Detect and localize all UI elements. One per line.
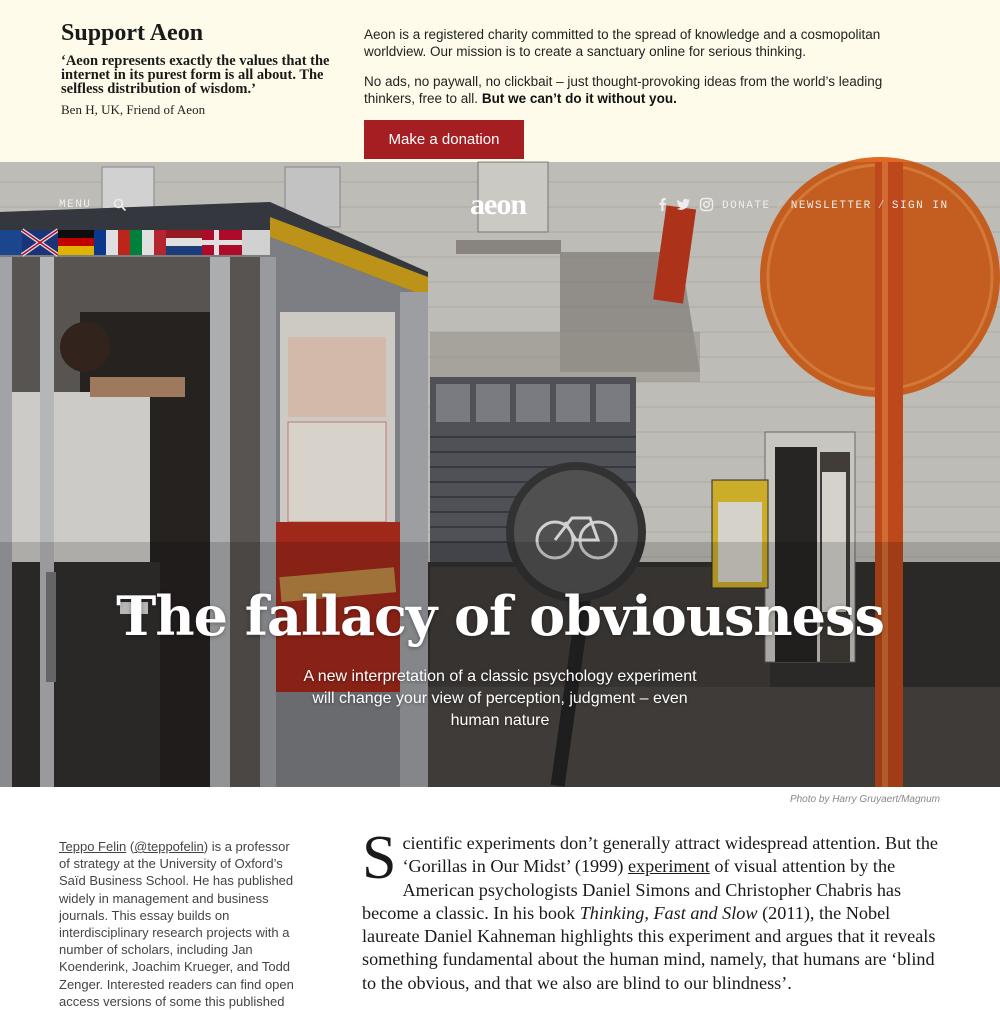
support-banner — [0, 0, 1000, 162]
make-donation-button[interactable]: Make a donation — [364, 120, 524, 159]
support-appeal-bold: But we can’t do it without you. — [481, 91, 677, 106]
newsletter-link[interactable]: NEWSLETTER — [790, 200, 872, 212]
article-text: (2011), the Nobel laureate Daniel Kahneman highlights this experiment and argues that it reveals something fundamental about the human mind, namely, that humans are ‘blind to the obvious, and that we also are blind to our blindness’. — [362, 902, 936, 993]
support-paragraph-appeal — [364, 73, 924, 107]
support-title: Support Aeon — [61, 20, 204, 46]
author-bio-text: is a professor of strategy at the University of Oxford’s Saïd Business School. He has published widely in management and business journals. This essay builds on interdisciplinary research projects with a number of scholars, including Jan Koenderink, Joachim Krueger, and Todd Zenger. Interested readers can find open access versions of some this published — [59, 839, 294, 1009]
author-handle-link[interactable]: @teppofelin — [134, 839, 204, 854]
menu-button[interactable]: MENU — [59, 199, 92, 211]
donate-link[interactable]: DONATE — [722, 200, 771, 212]
article-text: of visual attention by the American psychologists Daniel Simons and Christopher Chabris has become a classic. In his book — [362, 856, 902, 923]
article-subtitle: A new interpretation of a classic psychology experiment will change your view of perception, judgment – even human nature — [303, 668, 697, 729]
support-text — [364, 26, 924, 120]
support-appeal-text: No ads, no paywall, no clickbait – just thought-provoking ideas from the world’s leading thinkers, free to all. — [364, 74, 883, 106]
photo-credit: Photo by Harry Gruyaert/Magnum — [789, 794, 940, 805]
nav-links — [722, 200, 949, 212]
article-body — [362, 824, 942, 995]
aeon-logo[interactable]: aeon — [470, 188, 526, 221]
support-paragraph-mission: Aeon is a registered charity committed to the spread of knowledge and a cosmopolitan worldview. Our mission is to create a sanctuary online for serious thinking. — [364, 27, 881, 59]
nav-separator: / — [877, 200, 886, 212]
sign-in-link[interactable]: SIGN IN — [891, 200, 949, 212]
top-nav — [0, 188, 1000, 228]
support-quote: ‘Aeon represents exactly the values that the internet in its purest form is all about. The selfless distribution of wisdom.’ — [61, 53, 330, 97]
book-title: Thinking, Fast and Slow — [579, 902, 758, 923]
article-title: The fallacy of obviousness — [116, 584, 884, 648]
support-quote-citation: Ben H, UK, Friend of Aeon — [61, 102, 206, 117]
hero — [0, 162, 1000, 787]
author-bio: Teppo Felin (@teppofelin) is a professor of strategy at the University of Oxford’s Saïd Business School. He has published widely in management and business journals. This essay builds on interdisciplinary research projects with a number of scholars, including Jan Koenderink, Joachim Krueger, and Todd Zenger. Interested readers can find open access versions of some this published — [59, 839, 294, 1009]
author-name-link[interactable]: Teppo Felin — [59, 839, 127, 854]
search-icon[interactable] — [113, 198, 127, 212]
facebook-icon[interactable] — [655, 197, 670, 212]
experiment-link[interactable]: experiment — [627, 856, 710, 877]
twitter-icon[interactable] — [676, 197, 691, 212]
instagram-icon[interactable] — [699, 197, 714, 212]
nav-separator: / — [776, 200, 785, 212]
article-text: cientific experiments don’t generally attract widespread attention. But the ‘Gorillas in Our Midst’ (1999) — [402, 833, 938, 877]
drop-cap: S — [362, 824, 397, 892]
